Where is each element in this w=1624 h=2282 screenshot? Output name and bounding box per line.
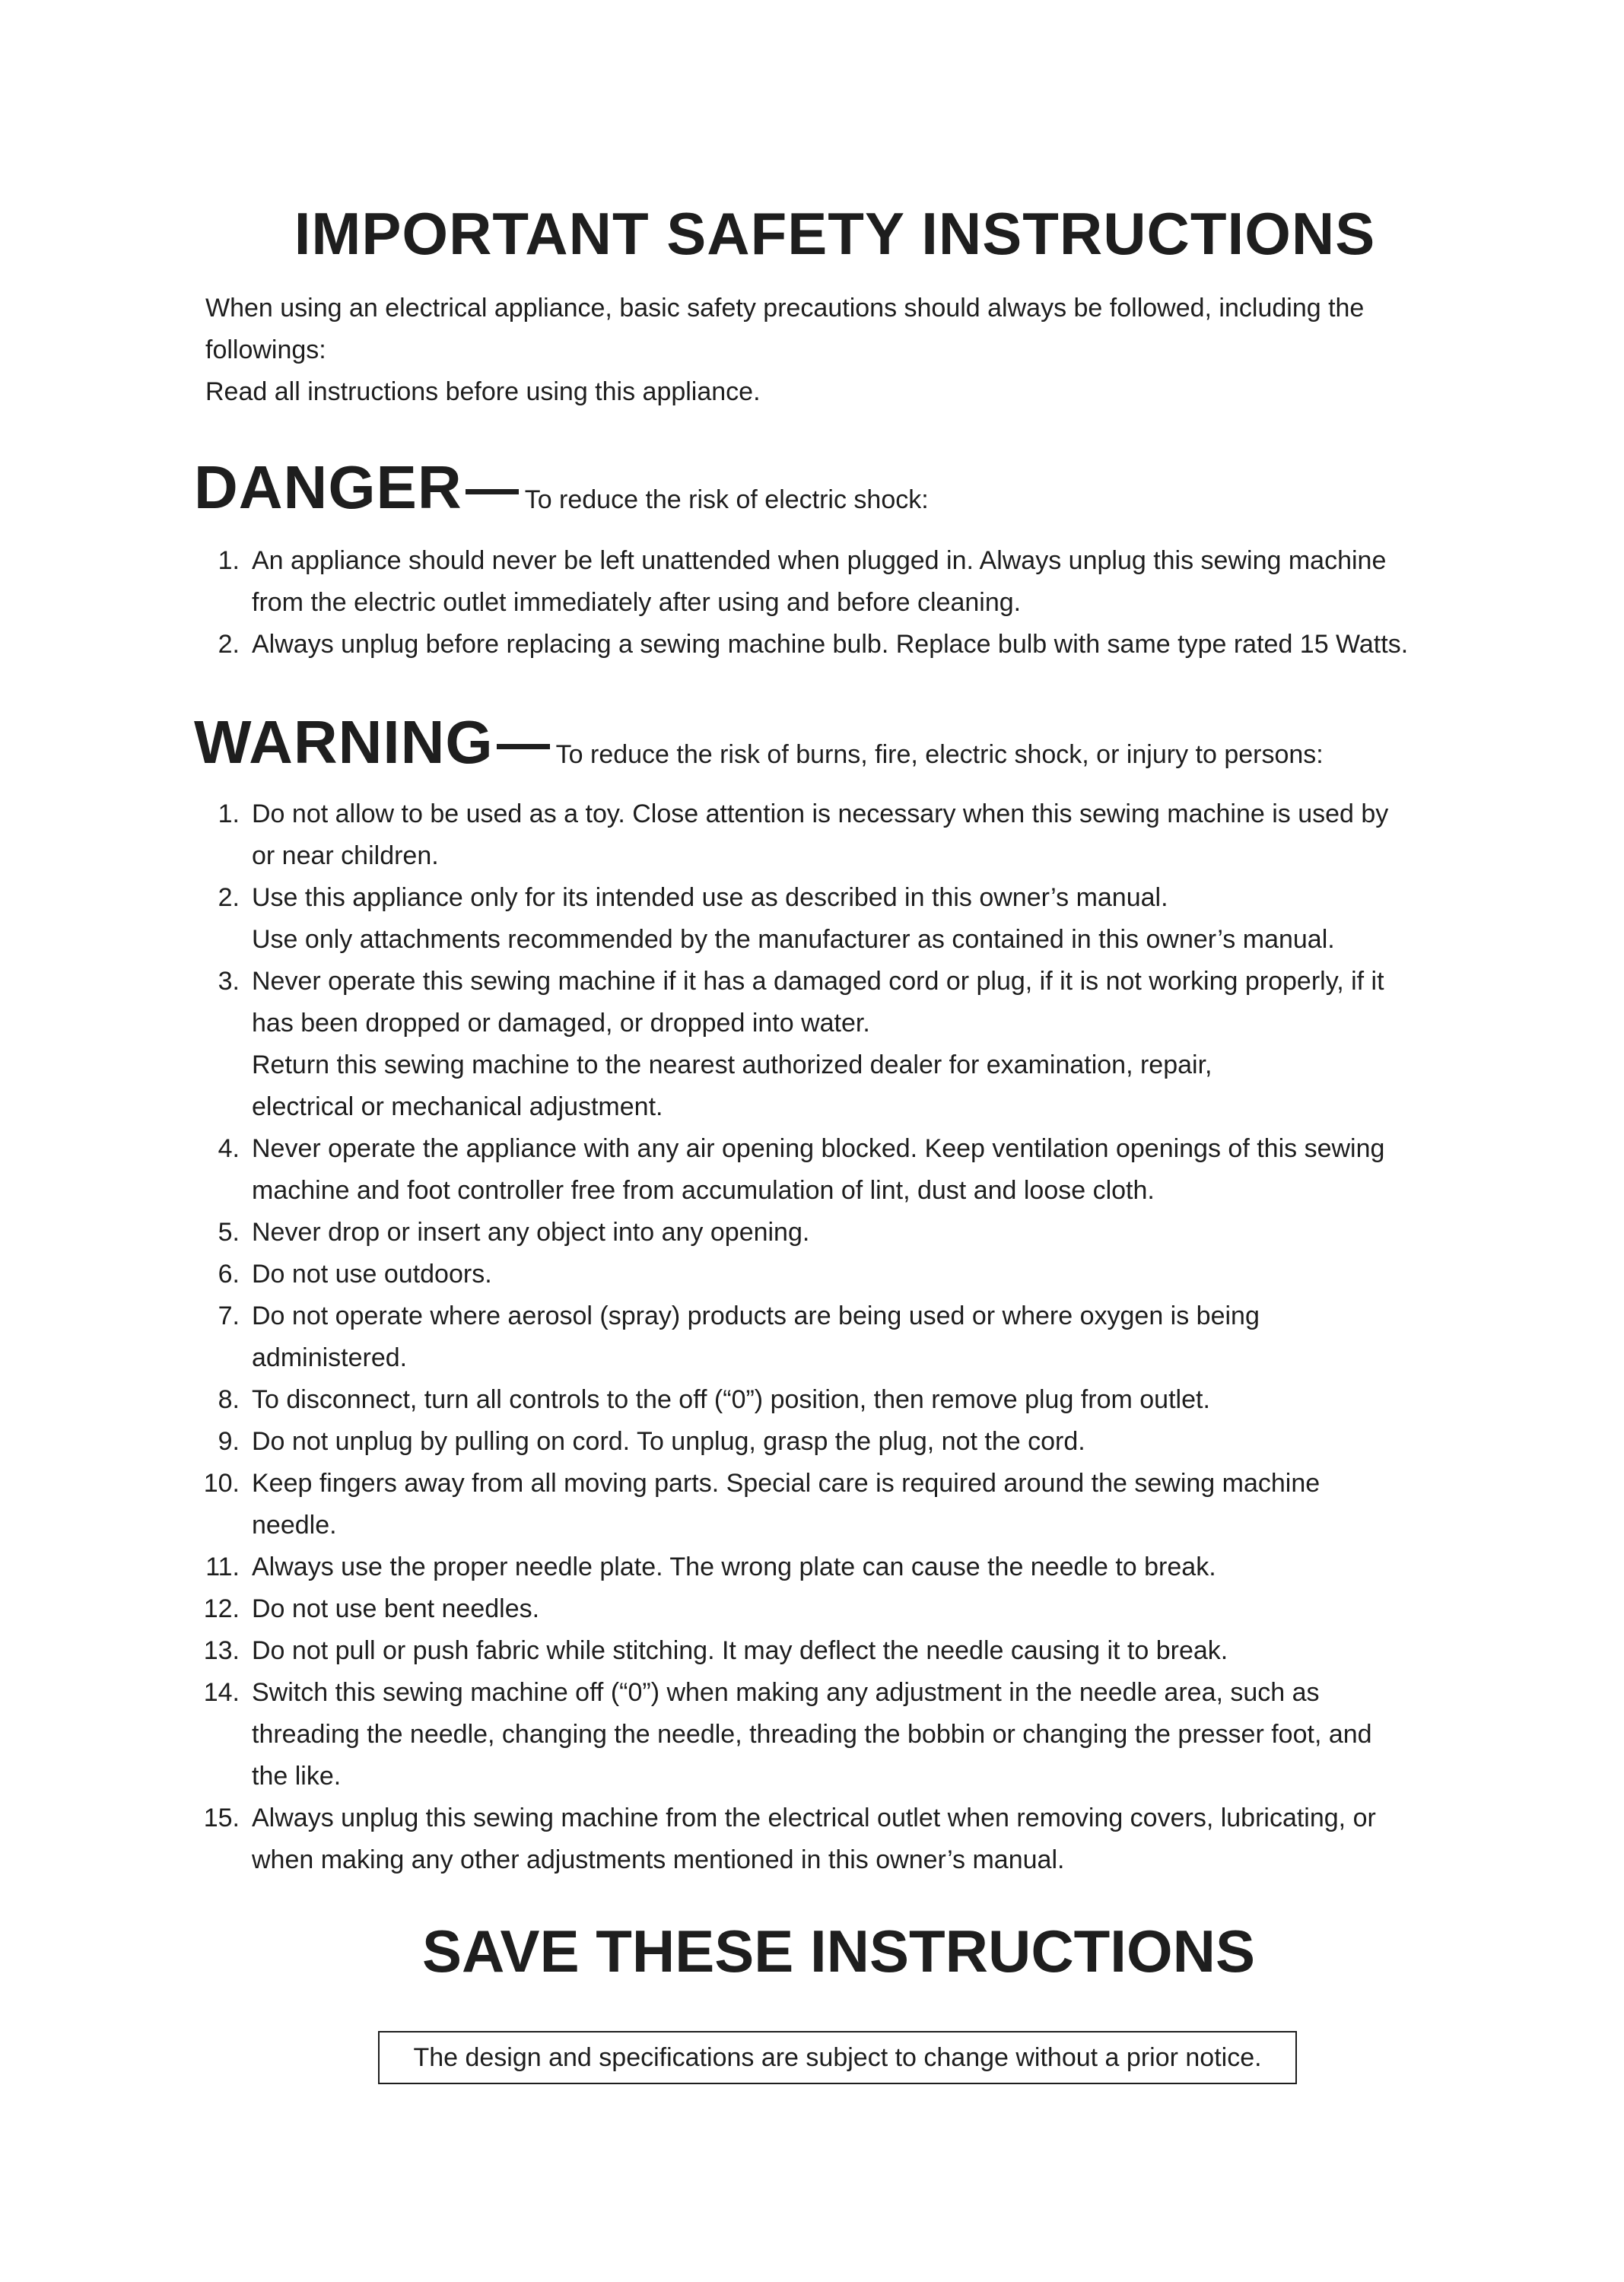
warning-list-item <box>194 1672 1487 1797</box>
list-item-text-line: Switch this sewing machine off (“0”) when making any adjustment in the needle area, such as <box>252 1678 1320 1707</box>
list-item-number: 13. <box>203 1636 240 1665</box>
list-item-text-line: or near children. <box>252 841 439 870</box>
warning-list <box>194 793 1487 1881</box>
heading-dash <box>466 489 519 494</box>
danger-list-item <box>194 540 1487 624</box>
warning-heading <box>194 707 1324 777</box>
list-item-text-line: Do not operate where aerosol (spray) products are being used or where oxygen is being <box>252 1302 1260 1330</box>
warning-list-item <box>194 1421 1487 1463</box>
list-item-number: 1. <box>218 799 240 828</box>
intro-line: Read all instructions before using this appliance. <box>205 377 761 406</box>
list-item-text-line: Keep fingers away from all moving parts. Special care is required around the sewing machine <box>252 1469 1320 1498</box>
list-item-number: 7. <box>218 1302 240 1330</box>
danger-list <box>194 540 1487 666</box>
list-item-text-line: Always use the proper needle plate. The wrong plate can cause the needle to break. <box>252 1553 1216 1581</box>
warning-list-item <box>194 1463 1487 1546</box>
list-item-text-line: Use only attachments recommended by the manufacturer as contained in this owner’s manual. <box>252 925 1335 954</box>
list-item-text-line: Always unplug this sewing machine from the electrical outlet when removing covers, lubricating, or <box>252 1804 1376 1832</box>
list-item-text-line: electrical or mechanical adjustment. <box>252 1092 663 1121</box>
list-item-number: 3. <box>218 967 240 996</box>
list-item-number: 11. <box>205 1553 240 1581</box>
list-item-text-line: administered. <box>252 1343 408 1372</box>
notice-box: The design and specifications are subject to change without a prior notice. <box>378 2031 1297 2084</box>
danger-heading <box>194 453 929 523</box>
page-title: IMPORTANT SAFETY INSTRUCTIONS <box>294 200 1376 267</box>
warning-list-item <box>194 877 1487 961</box>
warning-list-item <box>194 1212 1487 1254</box>
danger-subheading: To reduce the risk of electric shock: <box>524 485 929 514</box>
list-item-text-line: Always unplug before replacing a sewing machine bulb. Replace bulb with same type rated 15 Watts. <box>252 630 1409 659</box>
warning-list-item <box>194 961 1487 1128</box>
list-item-text-line: Never drop or insert any object into any opening. <box>252 1218 810 1247</box>
warning-subheading: To reduce the risk of burns, fire, electric shock, or injury to persons: <box>555 740 1324 769</box>
list-item-text-line: machine and foot controller free from accumulation of lint, dust and loose cloth. <box>252 1176 1155 1205</box>
warning-list-item <box>194 1797 1487 1881</box>
save-instructions-heading: SAVE THESE INSTRUCTIONS <box>421 1918 1255 1985</box>
list-item-text-line: threading the needle, changing the needle, threading the bobbin or changing the presser foot, and <box>252 1720 1372 1749</box>
list-item-number: 5. <box>218 1218 240 1247</box>
list-item-text-line: Return this sewing machine to the nearest authorized dealer for examination, repair, <box>252 1050 1212 1079</box>
list-item-number: 9. <box>218 1427 240 1456</box>
list-item-text-line: Do not allow to be used as a toy. Close attention is necessary when this sewing machine is used by <box>252 799 1389 828</box>
list-item-text-line: Do not pull or push fabric while stitching. It may deflect the needle causing it to break. <box>252 1636 1228 1665</box>
warning-list-item <box>194 1128 1487 1212</box>
list-item-text-line: has been dropped or damaged, or dropped into water. <box>252 1009 870 1038</box>
list-item-text-line: needle. <box>252 1511 337 1540</box>
warning-list-item <box>194 1379 1487 1421</box>
list-item-text-line: the like. <box>252 1762 342 1791</box>
list-item-text-line: Do not use bent needles. <box>252 1594 540 1623</box>
list-item-number: 6. <box>218 1260 240 1289</box>
warning-list-item <box>194 793 1487 877</box>
warning-list-item <box>194 1295 1487 1379</box>
warning-list-item <box>194 1546 1487 1588</box>
list-item-number: 8. <box>218 1385 240 1414</box>
list-item-text-line: Do not unplug by pulling on cord. To unplug, grasp the plug, not the cord. <box>252 1427 1085 1456</box>
list-item-number: 4. <box>218 1134 240 1163</box>
intro-line: followings: <box>205 335 326 364</box>
list-item-number: 2. <box>218 883 240 912</box>
list-item-text-line: Use this appliance only for its intended use as described in this owner’s manual. <box>252 883 1168 912</box>
list-item-text-line: Never operate the appliance with any air opening blocked. Keep ventilation openings of this sewing <box>252 1134 1385 1163</box>
list-item-number: 14. <box>203 1678 240 1707</box>
list-item-text-line: Never operate this sewing machine if it has a damaged cord or plug, if it is not working properly, if it <box>252 967 1384 996</box>
warning-list-item <box>194 1254 1487 1295</box>
danger-list-item <box>194 624 1487 666</box>
list-item-text-line: An appliance should never be left unattended when plugged in. Always unplug this sewing machine <box>252 546 1387 575</box>
warning-heading-word: WARNING <box>194 708 494 776</box>
intro-line: When using an electrical appliance, basic safety precautions should always be followed, including the <box>205 294 1365 323</box>
heading-dash <box>497 744 550 749</box>
list-item-number: 2. <box>218 630 240 659</box>
warning-list-item <box>194 1588 1487 1630</box>
list-item-text-line: Do not use outdoors. <box>252 1260 492 1289</box>
list-item-text-line: from the electric outlet immediately after using and before cleaning. <box>252 588 1022 617</box>
list-item-number: 1. <box>218 546 240 575</box>
list-item-number: 12. <box>203 1594 240 1623</box>
warning-list-item <box>194 1630 1487 1672</box>
list-item-text-line: To disconnect, turn all controls to the off (“0”) position, then remove plug from outlet. <box>252 1385 1210 1414</box>
list-item-number: 15. <box>203 1804 240 1832</box>
list-item-number: 10. <box>203 1469 240 1498</box>
list-item-text-line: when making any other adjustments mentioned in this owner’s manual. <box>252 1845 1065 1874</box>
intro-paragraph <box>205 288 1468 413</box>
danger-heading-word: DANGER <box>194 453 462 521</box>
